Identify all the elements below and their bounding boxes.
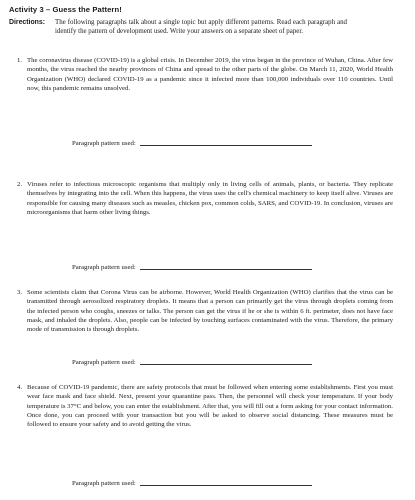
answer-blank-line: [140, 145, 312, 146]
pattern-label: Paragraph pattern used:: [72, 480, 136, 487]
paragraph-item-3: [17, 288, 393, 334]
directions-text: The following paragraphs talk about a single topic but apply different patterns. Read each paragraph and identify the pattern of development used. Write your answers on a separate sheet of paper.: [55, 19, 347, 36]
pattern-answer-3: [72, 359, 312, 366]
answer-blank-line: [140, 485, 312, 486]
paragraph-text: Viruses refer to infectious microscopic organisms that multiply only in living cells of animals, plants, or bacteria. They replicate themselves by integrating into the cell. When this happens, the virus uses the cell's chemical machinery to keep itself alive. Viruses are responsible for causing many diseases such as measles, chicken pox, common colds, SARS, and COVID-19. In conclusion, viruses are microorganisms that harm other living things.: [27, 181, 393, 216]
pattern-answer-2: [72, 264, 312, 271]
paragraph-item-4: [17, 383, 393, 429]
item-number: 1.: [17, 57, 23, 64]
pattern-answer-1: [72, 140, 312, 147]
paragraph-text: The coronavirus disease (COVID-19) is a global crisis. In December 2019, the virus began in the province of Wuhan, China. After few months, the virus reached the nearby provinces of China and spread to the other parts of the globe. On March 11, 2020, World Health Organization (WHO) declared COVID-19 as a pandemic since it infected more than 100,000 individuals over 110 countries. Until now, this pandemic remains unsolved.: [27, 57, 393, 92]
item-number: 3.: [17, 289, 23, 296]
pattern-answer-4: [72, 480, 312, 487]
pattern-label: Paragraph pattern used:: [72, 359, 136, 366]
answer-blank-line: [140, 364, 312, 365]
paragraph-text: Some scientists claim that Corona Virus can be airborne. However, World Health Organization (WHO) clarifies that the virus can be transmitted through aerosolized respiratory droplets. It means that a person can primarily get the virus through droplets coming from the infected person who coughs, sneezes or talks. The person can get the virus if he or she is within 6 ft. perimeter, does not have face mask, and inhaled the droplets. Also, people can be infected by touching surfaces contaminated with the virus. Therefore, the primary mode of transmission is through droplets.: [27, 289, 393, 333]
paragraph-text: Because of COVID-19 pandemic, there are safety protocols that must be followed when entering some establishments. First you must wear face mask and face shield. Next, present your quarantine pass. Then, the personnel will check your temperature. If your body temperature is 37°C and below, you can enter the establishment. After that, you will fill out a form asking for your contact information. Once done, you can proceed with your transaction but you will be asked to observe social distancing. These measures must be followed to ensure your safety and to avoid getting the virus.: [27, 384, 393, 428]
item-number: 4.: [17, 384, 23, 391]
paragraph-item-2: [17, 180, 393, 217]
paragraph-item-1: [17, 56, 393, 93]
directions-label: Directions:: [9, 19, 45, 26]
pattern-label: Paragraph pattern used:: [72, 140, 136, 147]
item-number: 2.: [17, 181, 23, 188]
activity-title: Activity 3 – Guess the Pattern!: [9, 5, 122, 14]
pattern-label: Paragraph pattern used:: [72, 264, 136, 271]
answer-blank-line: [140, 269, 312, 270]
directions: [9, 18, 407, 37]
